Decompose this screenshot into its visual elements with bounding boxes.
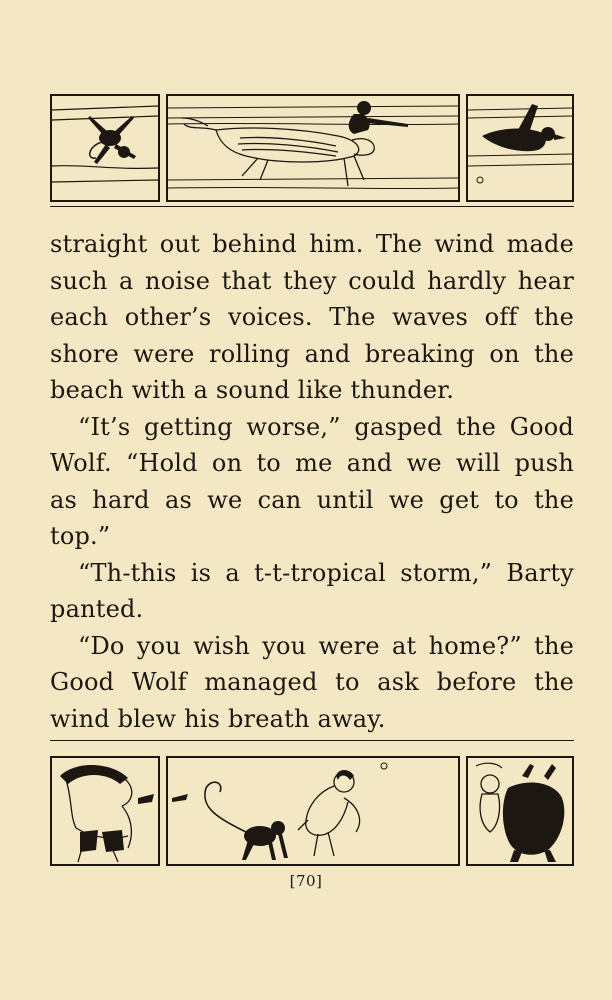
text-line: such a noise that they could hardly hear bbox=[50, 266, 574, 295]
paragraph-3 bbox=[50, 555, 574, 628]
text-line: “Do you wish you were at home?” the bbox=[78, 631, 574, 660]
text-line: Wolf. “Hold on to me and we will push bbox=[50, 449, 574, 477]
monkey-and-girl-drawing bbox=[168, 758, 458, 864]
monkey-and-girl-panel bbox=[166, 756, 460, 866]
text-line: panted. bbox=[50, 595, 144, 623]
monkey-swinging-drawing bbox=[52, 96, 158, 200]
girl-riding-wolf-drawing bbox=[168, 96, 458, 200]
wolf-with-figure-panel bbox=[466, 756, 574, 866]
text-line: “It’s getting worse,” gasped the Good bbox=[78, 412, 574, 441]
text-line: shore were rolling and breaking on the bbox=[50, 339, 574, 368]
wolf-with-figure-drawing bbox=[468, 758, 572, 864]
top-illustration-frieze bbox=[50, 94, 574, 202]
page-number: [70] bbox=[289, 872, 323, 890]
girl-riding-wolf-panel bbox=[166, 94, 460, 202]
story-text bbox=[50, 226, 574, 737]
top-divider-rule bbox=[50, 206, 574, 207]
bottom-illustration-frieze bbox=[50, 756, 574, 866]
text-line: wind blew his breath away. bbox=[50, 704, 386, 733]
text-line: “Th-this is a t-t-tropical storm,” Barty bbox=[78, 558, 574, 587]
paragraph-4 bbox=[50, 628, 574, 738]
monkey-swinging-panel bbox=[50, 94, 160, 202]
text-line: beach with a sound like thunder. bbox=[50, 376, 455, 404]
text-line: Good Wolf managed to ask before the bbox=[50, 668, 574, 696]
text-line: as hard as we can until we get to the bbox=[50, 485, 574, 514]
text-line: top.” bbox=[50, 522, 111, 550]
bottom-divider-rule bbox=[50, 740, 574, 741]
text-line: straight out behind him. The wind made bbox=[50, 230, 574, 258]
paragraph-2 bbox=[50, 409, 574, 555]
paragraph-1 bbox=[50, 226, 574, 409]
bird-flying-drawing bbox=[468, 96, 572, 200]
bird-flying-panel bbox=[466, 94, 574, 202]
barty-bending-drawing bbox=[52, 758, 158, 864]
barty-bending-panel bbox=[50, 756, 160, 866]
text-line: each other’s voices. The waves off the bbox=[50, 303, 574, 331]
